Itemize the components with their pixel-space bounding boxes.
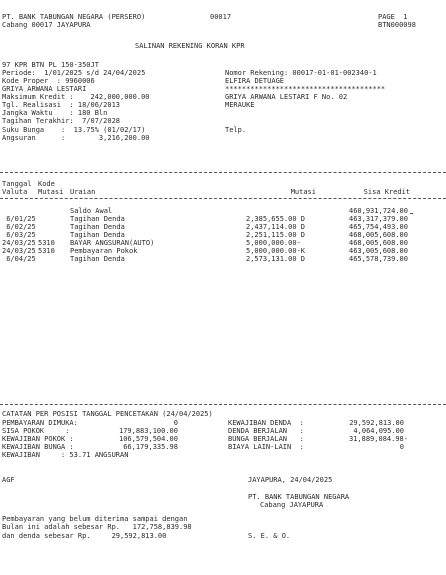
officer-code: AGF (2, 476, 15, 484)
page-label: PAGE 1 (378, 13, 408, 21)
row-balance: 468,005,608.00 (348, 239, 408, 247)
summary-left-label: KEWAJIBAN POKOK : (2, 435, 74, 443)
last-bill: Tagihan Terakhir: 7/07/2028 (2, 117, 121, 125)
col-code-header: Kode (38, 180, 55, 188)
summary-right-value: 0 (399, 443, 404, 451)
footer-branch-name: Cabang JAYAPURA (260, 501, 324, 509)
col-amount-header: Mutasi (290, 188, 316, 196)
row-balance: 465,578,739.00 (348, 255, 408, 263)
interest-rate: Suku Bunga : 13.75% (01/02/17) (2, 126, 146, 134)
document-title: SALINAN REKENING KORAN KPR (135, 42, 245, 50)
realization-date: Tgl. Realisasi : 18/06/2013 (2, 101, 121, 109)
row-description: Tagihan Denda (70, 231, 125, 239)
row-balance: 463,317,379.00 (348, 215, 408, 223)
product-name: 97 KPR BTN PL 150-350JT (2, 61, 99, 69)
row-code: 5310 (38, 239, 55, 247)
row-date: 24/03/25 (2, 247, 36, 255)
seo-note: S. E. & O. (248, 532, 291, 540)
row-amount: 2,251,115.00 D (246, 231, 306, 239)
divider (0, 198, 446, 199)
doc-code: BTN000098 (378, 21, 416, 29)
bank-name: PT. BANK TABUNGAN NEGARA (PERSERO) (2, 13, 146, 21)
summary-right-label: DENDA BERJALAN : (228, 427, 304, 435)
summary-left-label: KEWAJIBAN BUNGA : (2, 443, 74, 451)
branch-name: Cabang 00017 JAYAPURA (2, 21, 91, 29)
row-description: Tagihan Denda (70, 223, 125, 231)
row-balance: 468,005,608.00 (348, 231, 408, 239)
col-valuta-header: Valuta (2, 188, 28, 196)
summary-right-value: 29,592,813.00 (349, 419, 404, 427)
customer-city: MERAUKE (225, 101, 255, 109)
row-description: Tagihan Denda (70, 255, 125, 263)
opening-label: Saldo Awal (70, 207, 113, 215)
row-description: BAYAR ANGSURAN(AUTO) (70, 239, 155, 247)
summary-right-label: BIAYA LAIN-LAIN : (228, 443, 304, 451)
row-amount: 2,573,131.00 D (246, 255, 306, 263)
summary-left-label: SISA POKOK : (2, 427, 70, 435)
customer-phone: Telp. (225, 126, 247, 134)
row-date: 6/04/25 (2, 255, 36, 263)
housing-name: GRIYA ARWANA LESTARI (2, 85, 87, 93)
row-date: 6/02/25 (2, 223, 36, 231)
summary-right-value: 31,889,084.98- (348, 435, 408, 443)
penalty-note: dan denda sebesar Rp. 29,592,813.00 (2, 532, 167, 540)
divider (0, 172, 446, 173)
row-balance: 463,005,608.00 (348, 247, 408, 255)
customer-name: ELFIRA DETUAGE (225, 77, 285, 85)
divider (410, 213, 413, 214)
col-date-header: Tanggal (2, 180, 32, 188)
summary-kewajiban: KEWAJIBAN : 53.71 ANGSURAN (2, 451, 129, 459)
max-credit: Maksimum Kredit : 242,000,000.00 (2, 93, 150, 101)
summary-right-label: KEWAJIBAN DENDA : (228, 419, 304, 427)
summary-right-label: BUNGA BERJALAN : (228, 435, 304, 443)
summary-left-value: 179,883,100.00 (118, 427, 178, 435)
row-amount: 5,000,000.00- (246, 239, 301, 247)
payment-note: Pembayaran yang belum diterima sampai dengan (2, 515, 188, 523)
row-date: 6/01/25 (2, 215, 36, 223)
row-description: Pembayaran Pokok (70, 247, 138, 255)
summary-left-value: 0 (173, 419, 178, 427)
proper-code: Kode Proper : 9960006 (2, 77, 95, 85)
summary-left-value: 106,579,504.00 (118, 435, 178, 443)
row-code: 5310 (38, 247, 55, 255)
summary-title: CATATAN PER POSISI TANGGAL PENCETAKAN (24/04/2025) (2, 410, 213, 418)
footer-bank-name: PT. BANK TABUNGAN NEGARA (248, 493, 350, 501)
col-balance-header: Sisa Kredit (363, 188, 410, 196)
col-description-header: Uraian (70, 188, 96, 196)
summary-left-value: 66,179,335.98 (123, 443, 178, 451)
divider (0, 404, 446, 405)
separator-stars: ************************************** (225, 85, 386, 93)
row-amount: 5,000,000.00-K (246, 247, 306, 255)
row-amount: 2,385,655.00 D (246, 215, 306, 223)
term: Jangka Waktu : 180 Bln (2, 109, 108, 117)
row-amount: 2,437,114.00 D (246, 223, 306, 231)
payment-note-amount: Bulan ini adalah sebesar Rp. 172,758,839.98 (2, 523, 192, 531)
col-mutation-code-header: Mutasi (38, 188, 64, 196)
opening-balance: 460,931,724.00 (348, 207, 408, 215)
summary-left-label: PEMBAYARAN DIMUKA: (2, 419, 78, 427)
customer-address: GRIYA ARWANA LESTARI F No. 02 (225, 93, 348, 101)
summary-right-value: 4,064,095.00 (353, 427, 404, 435)
installment: Angsuran : 3,216,200.00 (2, 134, 150, 142)
branch-code: 00017 (210, 13, 232, 21)
row-date: 6/03/25 (2, 231, 36, 239)
place-date: JAYAPURA, 24/04/2025 (248, 476, 333, 484)
row-balance: 465,754,493.00 (348, 223, 408, 231)
account-number: Nomor Rekening: 00017-01-01-002340-1 (225, 69, 377, 77)
period: Periode: 1/01/2025 s/d 24/04/2025 (2, 69, 146, 77)
row-description: Tagihan Denda (70, 215, 125, 223)
row-date: 24/03/25 (2, 239, 36, 247)
